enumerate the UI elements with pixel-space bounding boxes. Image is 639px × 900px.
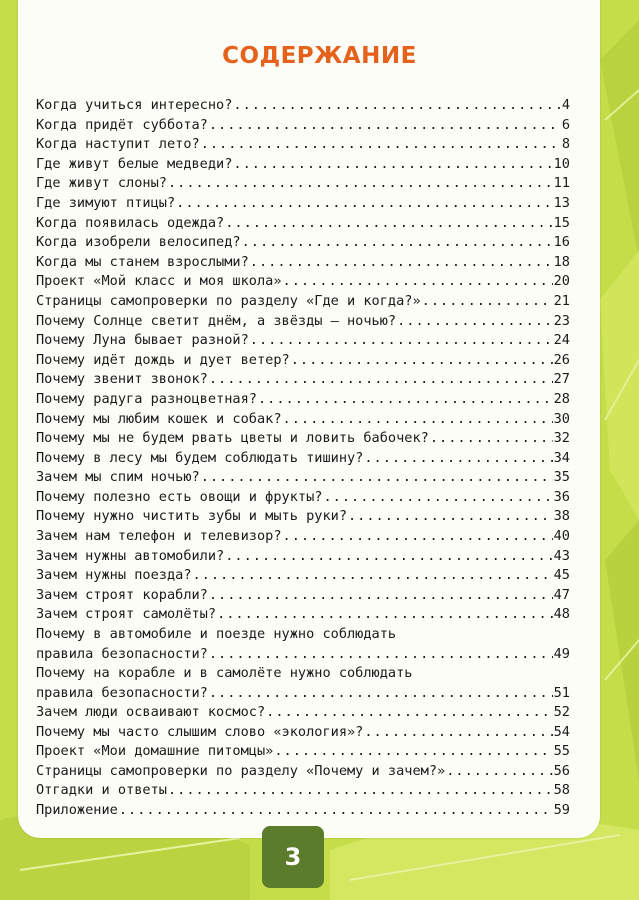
- toc-entry-page: 32: [553, 430, 570, 447]
- toc-entry-page: 40: [553, 528, 570, 545]
- toc-entry-page: 56: [553, 762, 570, 779]
- toc-entry: [36, 801, 570, 821]
- leader-dots: [291, 351, 553, 371]
- leader-dots: [209, 645, 553, 665]
- leader-dots: [209, 370, 553, 390]
- leader-dots: [250, 253, 553, 273]
- toc-entry: [36, 742, 570, 762]
- toc-entry-title: Почему полезно есть овощи и фрукты?: [36, 488, 323, 505]
- toc-entry-page: 58: [553, 782, 570, 799]
- toc-entry-title: Почему мы часто слышим слово «экология»?: [36, 723, 364, 740]
- toc-entry: [36, 272, 570, 292]
- leader-dots: [209, 586, 553, 606]
- toc-entry: [36, 233, 570, 253]
- leader-dots: [364, 449, 552, 469]
- toc-entry-title: Зачем мы спим ночью?: [36, 469, 200, 486]
- toc-entry-title: Почему звенит звонок?: [36, 371, 208, 388]
- toc-entry-title: Когда наступит лето?: [36, 136, 200, 153]
- toc-entry-page: 35: [553, 469, 570, 486]
- leader-dots: [266, 703, 552, 723]
- leader-dots: [225, 547, 552, 567]
- toc-entry-title: Где зимуют птицы?: [36, 194, 176, 211]
- toc-entry-page: 24: [553, 332, 570, 349]
- toc-entry: [36, 625, 570, 664]
- toc-entry-title: Когда придёт суббота?: [36, 116, 208, 133]
- leader-dots: [168, 174, 553, 194]
- toc-entry-page: 59: [553, 802, 570, 818]
- toc-entry-title: Где живут слоны?: [36, 175, 167, 192]
- leader-dots: [193, 566, 553, 586]
- toc-entry: [36, 762, 570, 782]
- leader-dots: [233, 155, 552, 175]
- toc-entry: [36, 664, 570, 703]
- toc-entry-page: 13: [553, 194, 570, 211]
- toc-entry-page: 18: [553, 253, 570, 270]
- toc-entry: [36, 410, 570, 430]
- toc-entry-title: Почему Луна бывает разной?: [36, 332, 249, 349]
- toc-entry: [36, 488, 570, 508]
- toc-entry-title: Почему радуга разноцветная?: [36, 390, 257, 407]
- table-of-contents: [36, 96, 570, 821]
- toc-entry: [36, 155, 570, 175]
- toc-entry-title: Проект «Мой класс и моя школа»: [36, 273, 282, 290]
- toc-entry-title: Почему в автомобиле и поезде нужно соблюдать: [36, 626, 397, 643]
- toc-entry-page: 34: [553, 449, 570, 466]
- toc-entry: [36, 351, 570, 371]
- toc-entry-title: Почему мы не будем рвать цветы и ловить бабочек?: [36, 430, 429, 447]
- leader-dots: [258, 390, 553, 410]
- toc-entry-title: Зачем строят корабли?: [36, 586, 208, 603]
- toc-entry-page: 54: [553, 723, 570, 740]
- toc-entry: [36, 116, 570, 136]
- toc-entry: [36, 96, 570, 116]
- toc-entry: [36, 605, 570, 625]
- toc-entry-page: 6: [561, 116, 570, 133]
- toc-entry: [36, 292, 570, 312]
- toc-entry-title: Почему нужно чистить зубы и мыть руки?: [36, 508, 347, 525]
- leader-dots: [201, 468, 553, 488]
- toc-entry-title: Почему Солнце светит днём, а звёзды — ночью?: [36, 312, 397, 329]
- toc-entry-title: Зачем строят самолёты?: [36, 606, 217, 623]
- toc-entry-title-continued: правила безопасности?: [36, 684, 208, 701]
- toc-entry: [36, 390, 570, 410]
- page-title: СОДЕРЖАНИЕ: [222, 43, 417, 69]
- toc-entry-title: Зачем нужны автомобили?: [36, 547, 225, 564]
- toc-entry-title: Когда появилась одежда?: [36, 214, 225, 231]
- toc-entry-page: 49: [553, 645, 570, 662]
- toc-entry-page: 21: [553, 292, 570, 309]
- toc-entry: [36, 429, 570, 449]
- toc-entry-page: 30: [553, 410, 570, 427]
- leader-dots: [283, 272, 553, 292]
- page-number-badge: 3: [262, 826, 324, 888]
- toc-entry: [36, 781, 570, 801]
- leader-dots: [422, 292, 553, 312]
- toc-entry-title: Проект «Мои домашние питомцы»: [36, 743, 274, 760]
- leader-dots: [233, 96, 560, 116]
- leader-dots: [250, 331, 553, 351]
- toc-entry: [36, 507, 570, 527]
- toc-entry-page: 55: [553, 743, 570, 760]
- toc-entry-title: Почему на корабле и в самолёте нужно соблюдать: [36, 665, 413, 682]
- toc-entry-title: Приложение: [36, 802, 118, 818]
- toc-entry: [36, 312, 570, 332]
- toc-entry-page: 45: [553, 567, 570, 584]
- toc-entry: [36, 566, 570, 586]
- toc-entry-page: 47: [553, 586, 570, 603]
- toc-entry-title: Когда мы станем взрослыми?: [36, 253, 249, 270]
- leader-dots: [176, 194, 552, 214]
- toc-entry: [36, 174, 570, 194]
- toc-entry-page: 4: [561, 97, 570, 113]
- leader-dots: [348, 507, 553, 527]
- leader-dots: [283, 410, 553, 430]
- toc-entry: [36, 586, 570, 606]
- toc-entry-title: Почему в лесу мы будем соблюдать тишину?: [36, 449, 364, 466]
- toc-entry-title: Почему мы любим кошек и собак?: [36, 410, 282, 427]
- toc-entry-page: 10: [553, 155, 570, 172]
- toc-entry-page: 28: [553, 390, 570, 407]
- toc-entry-title: Отгадки и ответы: [36, 782, 167, 799]
- leader-dots: [242, 233, 553, 253]
- toc-entry-title: Страницы самопроверки по разделу «Почему и зачем?»: [36, 762, 446, 779]
- toc-entry: [36, 468, 570, 488]
- toc-entry-page: 16: [553, 234, 570, 251]
- leader-dots: [168, 781, 553, 801]
- toc-entry-page: 43: [553, 547, 570, 564]
- toc-entry-page: 20: [553, 273, 570, 290]
- toc-entry: [36, 527, 570, 547]
- leader-dots: [323, 488, 552, 508]
- toc-entry-page: 26: [553, 351, 570, 368]
- toc-entry-title: Зачем нам телефон и телевизор?: [36, 528, 282, 545]
- toc-entry: [36, 723, 570, 743]
- leader-dots: [364, 723, 552, 743]
- leader-dots: [209, 684, 553, 704]
- leader-dots: [274, 742, 552, 762]
- leader-dots: [217, 605, 553, 625]
- leader-dots: [446, 762, 552, 782]
- toc-entry-page: 48: [553, 606, 570, 623]
- toc-entry: [36, 135, 570, 155]
- toc-entry-title: Когда изобрели велосипед?: [36, 234, 241, 251]
- toc-entry: [36, 331, 570, 351]
- toc-entry-title: Когда учиться интересно?: [36, 97, 233, 113]
- leader-dots: [201, 135, 561, 155]
- leader-dots: [283, 527, 553, 547]
- toc-entry-title: Почему идёт дождь и дует ветер?: [36, 351, 290, 368]
- leader-dots: [209, 116, 561, 136]
- toc-entry-page: 15: [553, 214, 570, 231]
- toc-entry-page: 8: [561, 136, 570, 153]
- leader-dots: [397, 312, 553, 332]
- toc-entry-title: Зачем люди осваивают космос?: [36, 704, 266, 721]
- toc-entry-page: 11: [553, 175, 570, 192]
- toc-entry: [36, 194, 570, 214]
- toc-entry-page: 52: [553, 704, 570, 721]
- leader-dots: [430, 429, 553, 449]
- toc-entry-page: 36: [553, 488, 570, 505]
- leader-dots: [225, 214, 552, 234]
- toc-entry-page: 23: [553, 312, 570, 329]
- toc-entry: [36, 703, 570, 723]
- toc-entry-page: 27: [553, 371, 570, 388]
- leader-dots: [119, 801, 553, 821]
- toc-entry: [36, 214, 570, 234]
- toc-entry-title: Зачем нужны поезда?: [36, 567, 192, 584]
- toc-entry-title: Страницы самопроверки по разделу «Где и когда?»: [36, 292, 421, 309]
- toc-entry-title-continued: правила безопасности?: [36, 645, 208, 662]
- toc-entry-title: Где живут белые медведи?: [36, 155, 233, 172]
- toc-entry-page: 38: [553, 508, 570, 525]
- toc-entry: [36, 370, 570, 390]
- toc-entry: [36, 449, 570, 469]
- toc-entry-page: 51: [553, 684, 570, 701]
- toc-entry: [36, 547, 570, 567]
- toc-entry: [36, 253, 570, 273]
